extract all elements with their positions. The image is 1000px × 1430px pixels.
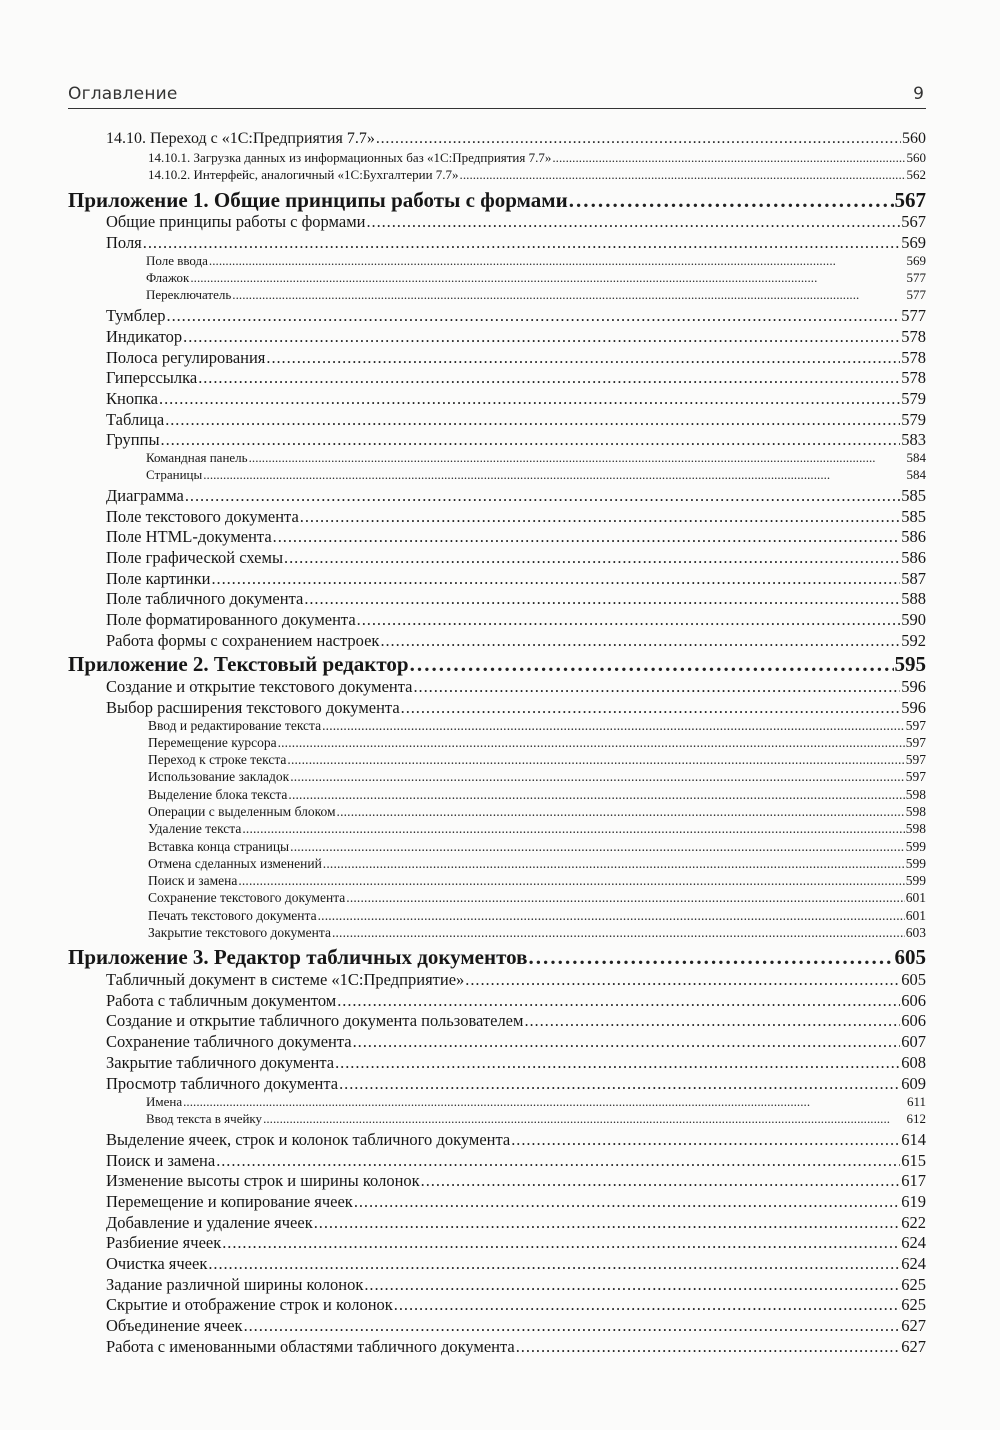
toc-entry-page: 611 <box>906 1094 926 1109</box>
toc-entry-title: Полоса регулирования <box>106 348 266 367</box>
toc-entry-page: 587 <box>901 569 926 588</box>
toc-entry-page: 599 <box>905 856 926 871</box>
toc-entry-title: Печать текстового документа <box>148 908 317 923</box>
toc-leader-dots <box>167 306 901 326</box>
toc-entry-page: 560 <box>906 150 926 165</box>
toc-entry-page: 597 <box>905 769 926 784</box>
toc-entry-page: 606 <box>901 1011 926 1030</box>
toc-leader-dots <box>401 698 901 718</box>
toc-entry-page: 606 <box>901 991 926 1010</box>
toc-entry-title: Индикатор <box>106 327 183 346</box>
toc-entry-page: 596 <box>901 677 926 696</box>
toc-entry-page: 597 <box>905 735 926 750</box>
toc-leader-dots <box>314 1213 901 1233</box>
running-header <box>68 80 926 109</box>
toc-entry-title: Приложение 3. Редактор табличных документов <box>68 945 528 969</box>
toc-entry-title: Закрытие текстового документа <box>148 925 331 940</box>
toc-entry-title: Изменение высоты строк и ширины колонок <box>106 1171 420 1190</box>
toc-entry-page: 617 <box>901 1171 926 1190</box>
toc-leader-dots <box>198 368 900 388</box>
toc-leader-dots <box>376 130 901 148</box>
toc-entry <box>106 327 926 347</box>
toc-leader-dots <box>366 212 900 232</box>
toc-entry-page: 598 <box>905 804 926 819</box>
toc-entry-page: 627 <box>901 1337 926 1356</box>
toc-entry-title: Сохранение текстового документа <box>148 890 346 905</box>
toc-entry <box>106 486 926 506</box>
toc-entry <box>106 306 926 326</box>
toc-leader-dots <box>216 1151 900 1171</box>
toc-entry-title: Ввод текста в ячейку <box>146 1111 263 1126</box>
toc-entry <box>148 804 926 821</box>
toc-entry-title: Закрытие табличного документа <box>106 1053 335 1072</box>
toc-entry-page: 595 <box>894 652 926 676</box>
toc-entry-page: 584 <box>906 450 926 465</box>
toc-entry <box>148 821 926 838</box>
toc-leader-dots <box>209 253 906 269</box>
toc-entry-title: Вставка конца страницы <box>148 839 290 854</box>
toc-leader-dots <box>414 677 901 697</box>
toc-entry-page: 597 <box>905 718 926 733</box>
toc-entry-page: 601 <box>905 890 926 905</box>
toc-entry-page: 608 <box>901 1053 926 1072</box>
toc-entry <box>106 410 926 430</box>
toc-leader-dots <box>208 1254 900 1274</box>
toc-leader-dots <box>263 1111 905 1127</box>
toc-entry-title: Поле картинки <box>106 569 211 588</box>
toc-entry <box>106 1275 926 1295</box>
toc-entry <box>106 631 926 651</box>
toc-entry <box>106 1213 926 1233</box>
toc-leader-dots <box>304 589 900 609</box>
toc-entry-title: Диаграмма <box>106 486 184 505</box>
toc-leader-dots <box>322 718 905 734</box>
toc-leader-dots <box>318 908 905 924</box>
toc-entry-page: 597 <box>905 752 926 767</box>
toc-appendix-entry <box>68 945 926 971</box>
toc-entry-title: Выделение блока текста <box>148 787 288 802</box>
toc-entry <box>106 348 926 368</box>
toc-entry <box>148 718 926 735</box>
toc-entry-title: Выделение ячеек, строк и колонок табличного документа <box>106 1130 511 1149</box>
toc-entry <box>148 908 926 925</box>
toc-entry-page: 585 <box>901 486 926 505</box>
toc-entry <box>106 1171 926 1191</box>
toc-entry-page: 577 <box>906 287 926 302</box>
toc-leader-dots <box>222 1233 900 1253</box>
toc-entry-title: Перемещение курсора <box>148 735 277 750</box>
toc-leader-dots <box>278 735 905 751</box>
toc-entry-page: 590 <box>901 610 926 629</box>
toc-entry <box>106 130 926 149</box>
toc-entry-page: 588 <box>901 589 926 608</box>
toc-leader-dots <box>332 925 905 941</box>
toc-entry <box>106 233 926 253</box>
toc-entry-title: Разбиение ячеек <box>106 1233 222 1252</box>
toc-entry-title: Добавление и удаление ячеек <box>106 1213 313 1232</box>
toc-entry-page: 578 <box>901 327 926 346</box>
toc-entry-title: Сохранение табличного документа <box>106 1032 352 1051</box>
toc-entry-page: 562 <box>906 167 926 182</box>
toc-leader-dots <box>273 527 901 547</box>
toc-entry-title: 14.10. Переход с «1С:Предприятия 7.7» <box>106 130 375 147</box>
toc-entry-title: Объединение ячеек <box>106 1316 243 1335</box>
toc-entry <box>146 287 926 304</box>
toc-leader-dots <box>190 270 905 286</box>
toc-entry <box>148 167 926 183</box>
toc-entry-page: 596 <box>901 698 926 717</box>
toc-leader-dots <box>410 652 894 677</box>
toc-entry-page: 625 <box>901 1275 926 1294</box>
toc-leader-dots <box>346 890 904 906</box>
toc-entry-title: Кнопка <box>106 389 159 408</box>
toc-leader-dots <box>335 1053 900 1073</box>
toc-entry-page: 567 <box>894 188 926 212</box>
toc-entry-title: Очистка ячеек <box>106 1254 208 1273</box>
toc-entry <box>106 1192 926 1212</box>
toc-leader-dots <box>203 467 905 483</box>
toc-entry <box>146 450 926 467</box>
toc-entry <box>106 970 926 990</box>
toc-leader-dots <box>339 1074 900 1094</box>
toc-entry <box>106 1032 926 1052</box>
toc-entry-page: 579 <box>901 410 926 429</box>
toc-entry <box>148 787 926 804</box>
toc-entry <box>106 1254 926 1274</box>
toc-leader-dots <box>300 507 900 527</box>
toc-leader-dots <box>284 548 900 568</box>
toc-entry-title: Гиперссылка <box>106 368 198 387</box>
toc-leader-dots <box>287 752 904 768</box>
toc-leader-dots <box>183 1094 906 1110</box>
running-header-title: Оглавление <box>68 84 178 104</box>
toc-entry-page: 599 <box>905 839 926 854</box>
toc-entry-page: 577 <box>906 270 926 285</box>
toc-entry-page: 583 <box>901 430 926 449</box>
toc-entry-title: Тумблер <box>106 306 166 325</box>
toc-entry-page: 598 <box>905 787 926 802</box>
toc-entry-page: 603 <box>905 925 926 940</box>
toc-entry-title: Работа с табличным документом <box>106 991 337 1010</box>
toc-entry <box>106 527 926 547</box>
toc-entry-title: Поле текстового документа <box>106 507 299 526</box>
toc-entry <box>106 1053 926 1073</box>
toc-entry <box>106 1074 926 1094</box>
toc-entry <box>106 548 926 568</box>
toc-entry-page: 599 <box>905 873 926 888</box>
toc-leader-dots <box>357 610 901 630</box>
toc-entry-title: Поиск и замена <box>148 873 238 888</box>
toc-entry-page: 601 <box>905 908 926 923</box>
toc-entry-title: Создание и открытие текстового документа <box>106 677 413 696</box>
toc-entry <box>106 389 926 409</box>
toc-entry-title: 14.10.2. Интерфейс, аналогичный «1С:Бухгалтерии 7.7» <box>148 167 459 182</box>
toc-entry-title: Удаление текста <box>148 821 242 836</box>
toc-leader-dots <box>364 1275 900 1295</box>
toc-entry-page: 577 <box>901 306 926 325</box>
toc-entry-title: Страницы <box>146 467 203 482</box>
toc-appendix-entry <box>68 652 926 678</box>
toc-entry-page: 585 <box>901 507 926 526</box>
toc-entry-title: Создание и открытие табличного документа пользователем <box>106 1011 524 1030</box>
toc-entry-page: 579 <box>901 389 926 408</box>
toc-entry <box>106 507 926 527</box>
toc-entry-title: Поле ввода <box>146 253 208 268</box>
toc-entry <box>106 1233 926 1253</box>
toc-leader-dots <box>232 287 905 303</box>
toc-entry-title: Использование закладок <box>148 769 290 784</box>
toc-entry-title: Перемещение и копирование ячеек <box>106 1192 353 1211</box>
toc-leader-dots <box>211 569 900 589</box>
toc-entry <box>148 925 926 942</box>
toc-entry <box>106 1130 926 1150</box>
toc-entry <box>106 1316 926 1336</box>
toc-entry <box>106 698 926 718</box>
toc-leader-dots <box>516 1337 901 1357</box>
toc-entry-page: 607 <box>901 1032 926 1051</box>
toc-entry <box>106 1011 926 1031</box>
toc-entry <box>106 610 926 630</box>
toc-entry-title: Скрытие и отображение строк и колонок <box>106 1295 393 1314</box>
toc-entry <box>148 856 926 873</box>
toc-entry-title: Поиск и замена <box>106 1151 216 1170</box>
toc-entry-title: Табличный документ в системе «1С:Предприятие» <box>106 970 465 989</box>
toc-leader-dots <box>288 787 904 803</box>
toc-entry <box>146 1094 926 1111</box>
toc-entry <box>148 735 926 752</box>
toc-entry-page: 624 <box>901 1233 926 1252</box>
toc-entry <box>146 467 926 484</box>
toc-entry-page: 598 <box>905 821 926 836</box>
toc-entry-title: Поле табличного документа <box>106 589 304 608</box>
toc-entry-page: 584 <box>906 467 926 482</box>
toc-entry-title: Операции с выделенным блоком <box>148 804 336 819</box>
toc-entry-title: Работа формы с сохранением настроек <box>106 631 380 650</box>
toc-entry-page: 627 <box>901 1316 926 1335</box>
toc-leader-dots <box>394 1295 900 1315</box>
toc-entry <box>106 677 926 697</box>
toc-entry-title: Поле HTML-документа <box>106 527 272 546</box>
toc-leader-dots <box>290 839 905 855</box>
toc-entry <box>106 1337 926 1357</box>
toc-appendix-entry <box>68 188 926 214</box>
toc-entry-title: Имена <box>146 1094 183 1109</box>
toc-entry-page: 578 <box>901 368 926 387</box>
toc-entry-title: Ввод и редактирование текста <box>148 718 322 733</box>
toc-entry-title: Командная панель <box>146 450 248 465</box>
toc-entry-page: 619 <box>901 1192 926 1211</box>
toc-entry <box>146 270 926 287</box>
toc-entry <box>148 769 926 786</box>
toc-entry-title: Поле графической схемы <box>106 548 284 567</box>
toc-leader-dots <box>242 821 904 837</box>
toc-entry-page: 560 <box>902 130 926 147</box>
toc-entry <box>106 1295 926 1315</box>
toc-entry <box>146 253 926 270</box>
toc-entry-title: Задание различной ширины колонок <box>106 1275 364 1294</box>
toc-entry <box>148 890 926 907</box>
toc-entry <box>106 589 926 609</box>
toc-entry-title: Отмена сделанных изменений <box>148 856 322 871</box>
toc-leader-dots <box>552 150 905 166</box>
page-number: 9 <box>913 84 924 104</box>
toc-entry-page: 615 <box>901 1151 926 1170</box>
toc-leader-dots <box>524 1011 900 1031</box>
toc-leader-dots <box>165 410 900 430</box>
toc-leader-dots <box>183 327 900 347</box>
toc-leader-dots <box>266 348 900 368</box>
toc-entry-page: 605 <box>894 945 926 969</box>
toc-entry-title: Просмотр табличного документа <box>106 1074 339 1093</box>
toc-entry-title: Флажок <box>146 270 190 285</box>
toc-leader-dots <box>421 1171 901 1191</box>
toc-entry <box>148 873 926 890</box>
toc-leader-dots <box>244 1316 901 1336</box>
toc-entry-page: 605 <box>901 970 926 989</box>
toc-entry <box>106 1151 926 1171</box>
toc-entry <box>146 1111 926 1128</box>
toc-leader-dots <box>353 1032 901 1052</box>
toc-leader-dots <box>185 486 900 506</box>
toc-entry-page: 625 <box>901 1295 926 1314</box>
toc-entry-title: Приложение 1. Общие принципы работы с формами <box>68 188 568 212</box>
toc-leader-dots <box>161 430 901 450</box>
toc-entry <box>106 569 926 589</box>
toc-leader-dots <box>249 450 906 466</box>
toc-entry-title: Таблица <box>106 410 165 429</box>
toc-leader-dots <box>337 804 905 820</box>
toc-entry-page: 569 <box>906 253 926 268</box>
toc-entry-title: Переключатель <box>146 287 232 302</box>
toc-entry-page: 592 <box>901 631 926 650</box>
toc-entry-page: 567 <box>901 212 926 231</box>
toc-entry-title: Общие принципы работы с формами <box>106 212 366 231</box>
toc-entry-title: Приложение 2. Текстовый редактор <box>68 652 409 676</box>
toc-entry-title: Поля <box>106 233 142 252</box>
toc-entry <box>106 991 926 1011</box>
toc-entry-page: 624 <box>901 1254 926 1273</box>
toc-leader-dots <box>528 945 893 970</box>
toc-entry-title: Переход к строке текста <box>148 752 287 767</box>
toc-entry-page: 586 <box>901 527 926 546</box>
toc-entry-title: 14.10.1. Загрузка данных из информационных баз «1С:Предприятия 7.7» <box>148 150 552 165</box>
toc-entry-page: 569 <box>901 233 926 252</box>
toc-leader-dots <box>290 769 905 785</box>
toc-leader-dots <box>159 389 900 409</box>
toc-entry-page: 614 <box>901 1130 926 1149</box>
toc-leader-dots <box>569 188 894 213</box>
toc-leader-dots <box>323 856 905 872</box>
toc-entry <box>148 150 926 166</box>
toc-entry <box>106 212 926 232</box>
toc-leader-dots <box>143 233 900 253</box>
toc-entry-title: Работа с именованными областями табличного документа <box>106 1337 515 1356</box>
toc-entry-page: 586 <box>901 548 926 567</box>
toc-leader-dots <box>465 970 900 990</box>
toc-leader-dots <box>511 1130 900 1150</box>
toc-entry-title: Выбор расширения текстового документа <box>106 698 400 717</box>
toc-entry-page: 578 <box>901 348 926 367</box>
toc-entry-page: 609 <box>901 1074 926 1093</box>
toc-entry-page: 612 <box>906 1111 926 1126</box>
toc-entry-title: Группы <box>106 430 160 449</box>
toc-entry <box>148 839 926 856</box>
toc-leader-dots <box>460 167 906 183</box>
toc-entry <box>148 752 926 769</box>
toc-entry-title: Поле форматированного документа <box>106 610 356 629</box>
toc-leader-dots <box>380 631 900 651</box>
toc-leader-dots <box>238 873 904 889</box>
toc-entry <box>106 430 926 450</box>
toc-leader-dots <box>354 1192 900 1212</box>
toc-leader-dots <box>337 991 900 1011</box>
toc-entry-page: 622 <box>901 1213 926 1232</box>
toc-entry <box>106 368 926 388</box>
